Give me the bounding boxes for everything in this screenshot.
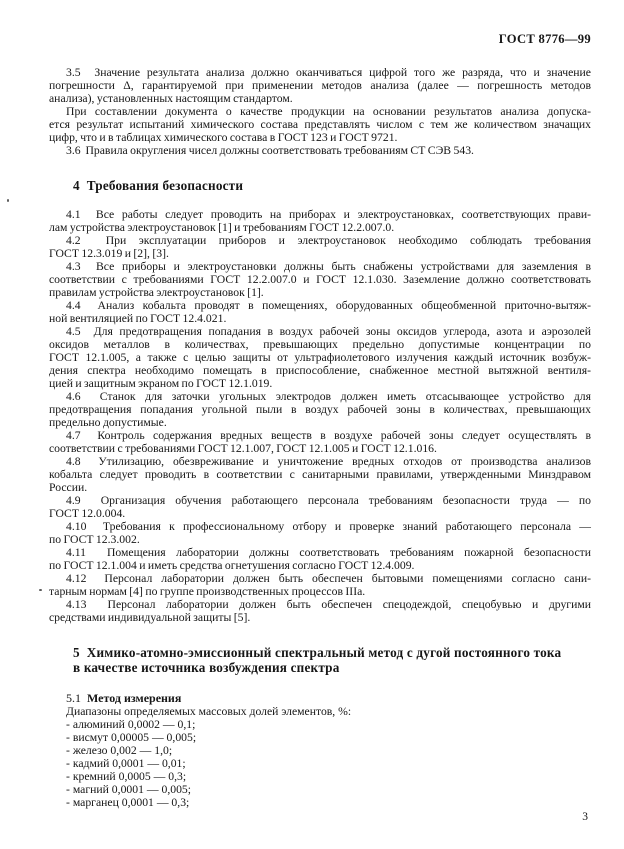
text-line: предотвращения попадания угольной пыли в воздух рабочей зоны в количествах, превышающих (49, 403, 591, 416)
text-line: тарным нормам [4] по группе производственных процессов IIIа. (49, 585, 366, 598)
text-line: по ГОСТ 12.3.002. (49, 533, 140, 546)
text-line: России. (49, 481, 88, 494)
text-line: 4.3 Все приборы и электроустановки должны быть снабжены устройствами для заземления в (66, 260, 591, 273)
text-line: 4.8 Утилизацию, обезвреживание и уничтожение вредных отходов от производства анализов (66, 455, 591, 468)
text-line: средствами индивидуальной защиты [5]. (49, 611, 251, 624)
text-line: 4.1 Все работы следует проводить на приборах и электроустановках, соответствующих прави- (66, 208, 591, 221)
list-item: - алюминий 0,0002 — 0,1; (66, 718, 196, 731)
text-line: ГОСТ 12.0.004. (49, 507, 126, 520)
text-line: оксидов металлов в количествах, превышающих предельно допустимые концентрации по (49, 338, 591, 351)
text-line: ГОСТ 12.3.019 и [2], [3]. (49, 247, 169, 260)
text-line: 3.5 Значение результата анализа должно оканчиваться цифрой того же разряда, что и значение (66, 66, 591, 79)
paragraph (49, 299, 591, 325)
subsection-title: Метод измерения (87, 691, 182, 705)
paragraph (49, 105, 591, 144)
text-line: цифр, что и в таблицах химического состава в ГОСТ 123 и ГОСТ 9721. (49, 131, 398, 144)
scan-artifact (7, 199, 9, 202)
text-line: по ГОСТ 12.1.004 и иметь средства огнетушения согласно ГОСТ 12.4.009. (49, 559, 415, 572)
text-line: анализа), установленных настоящим стандартом. (49, 92, 293, 105)
section-heading (73, 645, 591, 675)
list-item: - кадмий 0,0001 — 0,01; (66, 757, 186, 770)
text-line: При составлении документа о качестве продукции на основании результатов анализа допуска- (66, 105, 591, 118)
text-line: 4.5 Для предотвращения попадания в воздух рабочей зоны оксидов углерода, азота и аэрозолей (66, 325, 591, 338)
text-line: 4.9 Организация обучения работающего персонала требованиям безопасности труда — по (66, 494, 591, 507)
text-line: цией и защитным экраном по ГОСТ 12.1.019. (49, 377, 273, 390)
text-line: правилам устройства электроустановок [1]. (49, 286, 264, 299)
paragraph (49, 390, 591, 429)
paragraph (49, 494, 591, 520)
text-line: 4.12 Персонал лаборатории должен быть обеспечен бытовыми помещениями согласно сани- (66, 572, 591, 585)
text-line: ной вентиляцией по ГОСТ 12.4.021. (49, 312, 227, 325)
text-line: кобальта следует проводить в соответствии с санитарными правилами, утвержденными Минздравом (49, 468, 591, 481)
list-item: - висмут 0,00005 — 0,005; (66, 731, 197, 744)
text-line: погрешности Δ, гарантируемой при применении методов анализа (далее — погрешность методов (49, 79, 591, 92)
paragraph (49, 260, 591, 299)
text-line: 4.7 Контроль содержания вредных веществ в воздухе рабочей зоны следует осуществлять в (66, 429, 591, 442)
text-line: соответствии с требованиями ГОСТ 12.2.007.0 и ГОСТ 12.1.030. Заземление должно соответствовать (49, 273, 591, 286)
text-block (66, 705, 591, 718)
heading-line: 5 Химико-атомно-эмиссионный спектральный метод с дугой постоянного тока (73, 645, 562, 660)
paragraph (49, 598, 591, 624)
paragraph (49, 520, 591, 546)
paragraph (49, 325, 591, 390)
paragraph (49, 144, 591, 157)
text-line: Диапазоны определяемых массовых долей элементов, %: (66, 705, 352, 718)
text-line: 4.11 Помещения лаборатории должны соответствовать требованиям пожарной безопасности (66, 546, 591, 559)
page-content (49, 0, 591, 809)
text-line: дения спектра необходимо помещать в приспособление, снабженное местной вытяжной вентиля- (49, 364, 591, 377)
subsection-heading (66, 692, 591, 705)
text-line: 4.2 При эксплуатации приборов и электроустановок необходимо соблюдать требования (66, 234, 591, 247)
document-body (49, 66, 591, 809)
text-line: ГОСТ 12.1.005, а также с целью защиты от ультрафиолетового излучения каждый источник возбуж- (49, 351, 591, 364)
text-line: 4.6 Станок для заточки угольных электродов должен иметь отсасывающее устройство для (66, 390, 591, 403)
text-line: соответствии с требованиями ГОСТ 12.1.007, ГОСТ 12.1.005 и ГОСТ 12.1.016. (49, 442, 437, 455)
paragraph (49, 66, 591, 105)
scan-artifact (39, 589, 42, 591)
paragraph (49, 546, 591, 572)
subsection-number: 5.1 (66, 691, 81, 705)
paragraph (49, 572, 591, 598)
text-line: лам устройства электроустановок [1] и требованиям ГОСТ 12.2.007.0. (49, 221, 395, 234)
paragraph (49, 429, 591, 455)
text-line: 4.13 Персонал лаборатории должен быть обеспечен спецодеждой, спецобувью и другими (66, 598, 591, 611)
paragraph (49, 455, 591, 494)
list-item: - марганец 0,0001 — 0,3; (66, 796, 190, 809)
list-item: - кремний 0,0005 — 0,3; (66, 770, 187, 783)
text-line: 4.10 Требования к профессиональному отбору и проверке знаний работающего персонала — (66, 520, 591, 533)
page-number: 3 (582, 811, 588, 823)
paragraph (49, 234, 591, 260)
text-line: 3.6 Правила округления чисел должны соответствовать требованиям СТ СЭВ 543. (66, 144, 474, 157)
text-line: предельно допустимые. (49, 416, 167, 429)
text-line: 4.4 Анализ кобальта проводят в помещениях, оборудованных общеобменной приточно-вытяж- (66, 299, 591, 312)
text-line: ется результат испытаний химического состава представлять числом с тем же количеством значащих (49, 118, 591, 131)
heading-line: 4 Требования безопасности (73, 178, 244, 193)
list-item: - магний 0,0001 — 0,005; (66, 783, 192, 796)
heading-line: в качестве источника возбуждения спектра (73, 660, 340, 675)
element-range-list (66, 718, 591, 809)
header-standard-number: ГОСТ 8776—99 (498, 32, 591, 46)
list-item: - железо 0,002 — 1,0; (66, 744, 173, 757)
paragraph (49, 208, 591, 234)
section-heading (73, 178, 591, 193)
